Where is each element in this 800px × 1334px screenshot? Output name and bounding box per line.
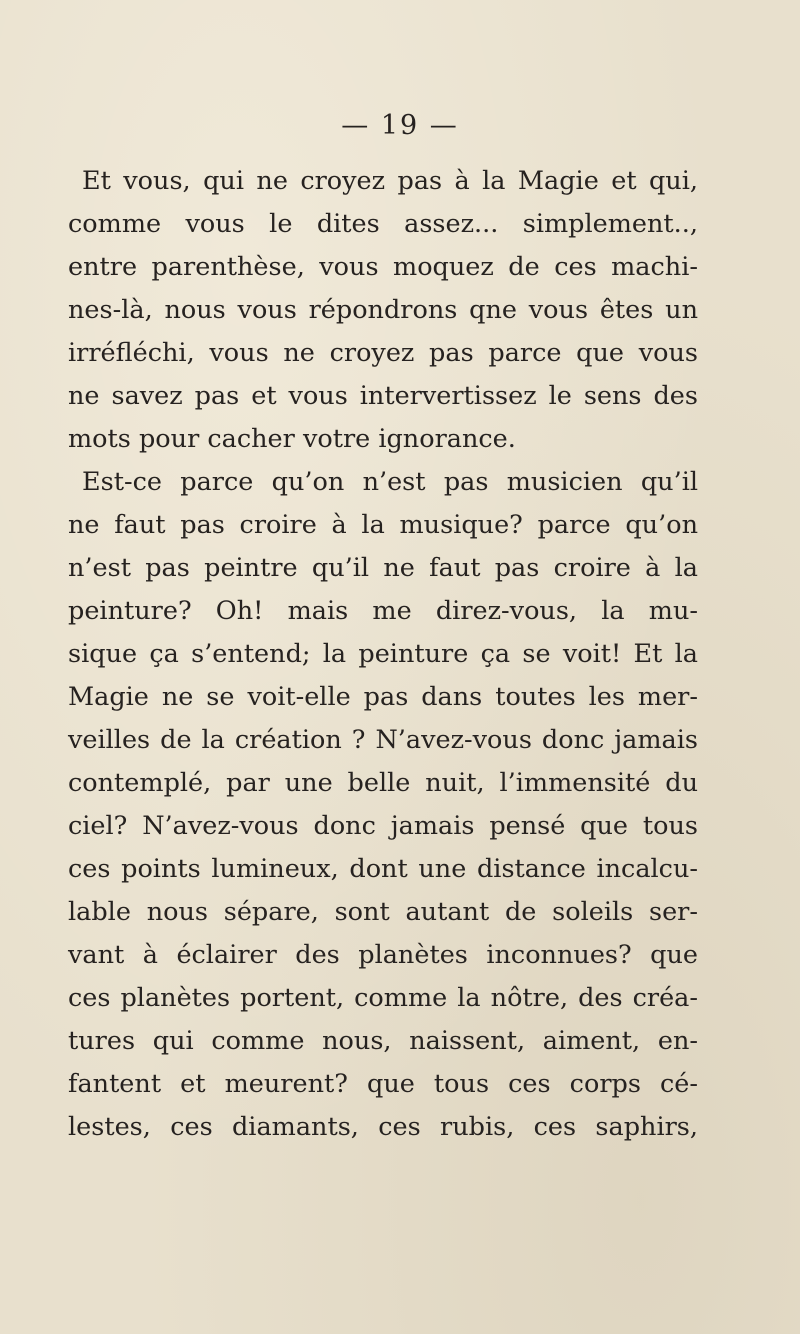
text-line: sique ça s’entend; la peinture ça se voit! Et la: [68, 639, 698, 669]
text-line: vant à éclairer des planètes inconnues? que: [68, 940, 698, 970]
text-line: lable nous sépare, sont autant de soleils ser-: [68, 897, 698, 927]
text-line: comme vous le dites assez... simplement..,: [68, 209, 698, 239]
text-line: ne savez pas et vous intervertissez le sens des: [68, 381, 698, 411]
body-text: [68, 160, 698, 1149]
text-line: contemplé, par une belle nuit, l’immensité du: [68, 768, 698, 798]
text-line: ces planètes portent, comme la nôtre, des créa-: [68, 983, 698, 1013]
text-line: fantent et meurent? que tous ces corps cé-: [68, 1069, 698, 1099]
text-line: ces points lumineux, dont une distance incalcu-: [68, 854, 698, 884]
text-line: ne faut pas croire à la musique? parce qu’on: [68, 510, 698, 540]
text-line: irréfléchi, vous ne croyez pas parce que vous: [68, 338, 698, 368]
text-line: lestes, ces diamants, ces rubis, ces saphirs,: [68, 1112, 698, 1142]
text-line: nes-là, nous vous répondrons qne vous êtes un: [68, 295, 698, 325]
text-line: veilles de la création ? N’avez-vous donc jamais: [68, 725, 698, 755]
text-line: n’est pas peintre qu’il ne faut pas croire à la: [68, 553, 698, 583]
text-line: Magie ne se voit-elle pas dans toutes les mer-: [68, 682, 698, 712]
text-line: peinture? Oh! mais me direz-vous, la mu-: [68, 596, 698, 626]
text-line: ciel? N’avez-vous donc jamais pensé que tous: [68, 811, 698, 841]
text-line: mots pour cacher votre ignorance.: [68, 424, 516, 454]
text-line: tures qui comme nous, naissent, aiment, en-: [68, 1026, 698, 1056]
text-line: Est-ce parce qu’on n’est pas musicien qu’il: [82, 467, 698, 497]
text-line: entre parenthèse, vous moquez de ces machi-: [68, 252, 698, 282]
page-number: — 19 —: [341, 110, 459, 141]
text-line: Et vous, qui ne croyez pas à la Magie et qui,: [82, 166, 698, 196]
